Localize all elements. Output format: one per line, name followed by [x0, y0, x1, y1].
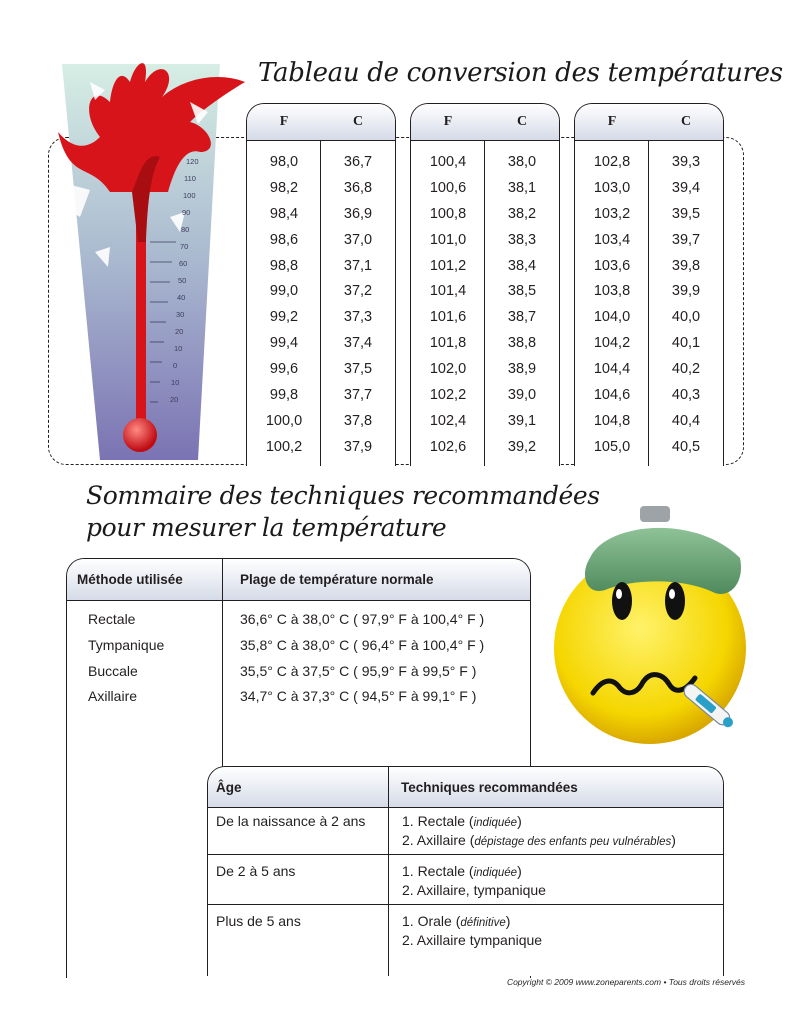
celsius-value: 39,4 — [671, 179, 701, 196]
celsius-value: 38,5 — [507, 283, 537, 300]
fahrenheit-value: 100,6 — [429, 179, 467, 196]
header-celsius: C — [680, 114, 692, 129]
conversion-table-1 — [246, 103, 396, 466]
fahrenheit-value: 101,0 — [429, 231, 467, 248]
conversion-table-body — [411, 141, 559, 466]
header-fahrenheit: F — [607, 114, 617, 129]
celsius-value: 37,2 — [343, 283, 373, 300]
method-axillary: Axillaire — [88, 688, 138, 704]
technique-line — [402, 913, 510, 929]
ice-pack-cap — [640, 506, 670, 522]
celsius-value: 36,8 — [343, 179, 373, 196]
celsius-value: 37,9 — [343, 438, 373, 455]
celsius-value: 39,5 — [671, 205, 701, 222]
technique-text: 1. Orale ( — [402, 913, 461, 929]
fahrenheit-value: 100,2 — [265, 438, 303, 455]
fahrenheit-value: 98,4 — [269, 205, 299, 222]
celsius-value: 37,3 — [343, 309, 373, 326]
technique-line — [402, 813, 522, 829]
technique-text: 1. Rectale ( — [402, 813, 474, 829]
scale-label: 110 — [184, 174, 196, 183]
range-axillary: 34,7° C à 37,3° C ( 94,5° F à 99,1° F ) — [240, 688, 477, 704]
celsius-value: 38,3 — [507, 231, 537, 248]
age-table-header — [208, 767, 723, 808]
technique-text-end: ) — [517, 863, 522, 879]
age-row-divider — [207, 904, 724, 905]
page-title: Tableau de conversion des températures — [258, 58, 783, 88]
fahrenheit-value: 102,6 — [429, 438, 467, 455]
fahrenheit-value: 101,4 — [429, 283, 467, 300]
technique-text: 2. Axillaire, tympanique — [402, 882, 546, 898]
celsius-value: 39,8 — [671, 257, 701, 274]
fahrenheit-value: 105,0 — [593, 438, 631, 455]
scale-label: 0 — [173, 361, 178, 370]
conversion-table-body — [247, 141, 395, 466]
summary-title-line1: Sommaire des techniques recommandées — [86, 481, 600, 510]
technique-note: indiquée — [473, 817, 518, 829]
celsius-value: 37,8 — [343, 412, 373, 429]
fahrenheit-value: 99,4 — [269, 335, 299, 352]
method-oral: Buccale — [88, 663, 138, 679]
range-oral: 35,5° C à 37,5° C ( 95,9° F à 99,5° F ) — [240, 663, 477, 679]
thermometer-illustration — [50, 42, 265, 462]
header-fahrenheit: F — [279, 114, 289, 129]
fahrenheit-value: 103,8 — [593, 283, 631, 300]
header-celsius: C — [352, 114, 364, 129]
copyright-notice: Copyright © 2009 www.zoneparents.com • Tous droits réservés — [506, 977, 745, 987]
scale-label: 40 — [177, 293, 186, 302]
fahrenheit-value: 98,8 — [269, 257, 299, 274]
scale-label: 90 — [182, 208, 191, 217]
celsius-value: 37,7 — [343, 386, 373, 403]
methods-column-divider — [222, 558, 223, 767]
scale-label: 10 — [174, 344, 183, 353]
scale-label: 30 — [176, 310, 185, 319]
methods-table-header — [67, 559, 530, 601]
celsius-value: 38,1 — [507, 179, 537, 196]
smiley-right-eye — [665, 582, 685, 620]
celsius-value: 40,2 — [671, 361, 701, 378]
celsius-value: 38,8 — [507, 335, 537, 352]
celsius-value: 39,9 — [671, 283, 701, 300]
age-over-5: Plus de 5 ans — [216, 913, 301, 929]
fahrenheit-value: 102,8 — [593, 153, 631, 170]
fahrenheit-value: 99,2 — [269, 309, 299, 326]
technique-text: 2. Axillaire ( — [402, 832, 475, 848]
celsius-value: 37,4 — [343, 335, 373, 352]
technique-note: dépistage des enfants peu vulnérables — [474, 836, 672, 848]
method-tympanic: Tympanique — [88, 637, 165, 653]
conversion-table-body — [575, 141, 723, 466]
celsius-value: 38,2 — [507, 205, 537, 222]
fahrenheit-value: 104,2 — [593, 335, 631, 352]
technique-text-end: ) — [671, 832, 676, 848]
fahrenheit-value: 101,6 — [429, 309, 467, 326]
fahrenheit-value: 99,6 — [269, 361, 299, 378]
celsius-value: 39,1 — [507, 412, 537, 429]
age-2-to-5: De 2 à 5 ans — [216, 863, 296, 879]
fahrenheit-value: 98,6 — [269, 231, 299, 248]
scale-label: 120 — [186, 157, 199, 166]
scale-label: 80 — [181, 225, 190, 234]
technique-text: 2. Axillaire tympanique — [402, 932, 543, 948]
celsius-value: 37,0 — [343, 231, 373, 248]
header-normal-range: Plage de température normale — [240, 572, 434, 587]
conversion-table-header — [247, 104, 395, 141]
sick-smiley-illustration — [545, 498, 755, 753]
celsius-value: 40,5 — [671, 438, 701, 455]
fahrenheit-value: 104,8 — [593, 412, 631, 429]
range-tympanic: 35,8° C à 38,0° C ( 96,4° F à 100,4° F ) — [240, 637, 485, 653]
technique-text-end: ) — [505, 913, 511, 929]
scale-label: 70 — [180, 242, 189, 251]
fahrenheit-value: 104,4 — [593, 361, 631, 378]
range-rectal: 36,6° C à 38,0° C ( 97,9° F à 100,4° F ) — [240, 611, 485, 627]
celsius-value: 37,5 — [343, 361, 373, 378]
fahrenheit-value: 100,0 — [265, 412, 303, 429]
fahrenheit-value: 103,2 — [593, 205, 631, 222]
age-column-divider — [388, 766, 389, 976]
scale-label: 100 — [183, 191, 196, 200]
scale-label: 50 — [178, 276, 187, 285]
celsius-value: 40,4 — [671, 412, 701, 429]
fahrenheit-value: 100,4 — [429, 153, 467, 170]
fahrenheit-value: 102,2 — [429, 386, 467, 403]
fahrenheit-value: 99,0 — [269, 283, 299, 300]
fahrenheit-value: 99,8 — [269, 386, 299, 403]
summary-title-line2: pour mesurer la température — [86, 513, 447, 542]
celsius-value: 39,7 — [671, 231, 701, 248]
celsius-value: 40,1 — [671, 335, 701, 352]
summary-title — [86, 480, 600, 544]
age-birth-to-2: De la naissance à 2 ans — [216, 813, 366, 829]
scale-label: 60 — [179, 259, 188, 268]
smiley-left-eye — [612, 582, 632, 620]
conversion-table-header — [411, 104, 559, 141]
fahrenheit-value: 103,0 — [593, 179, 631, 196]
celsius-value: 39,0 — [507, 386, 537, 403]
header-celsius: C — [516, 114, 528, 129]
method-rectal: Rectale — [88, 611, 136, 627]
technique-text-end: ) — [517, 813, 522, 829]
header-method: Méthode utilisée — [77, 572, 183, 587]
celsius-value: 36,9 — [343, 205, 373, 222]
technique-line — [402, 863, 522, 879]
conversion-table-2 — [410, 103, 560, 466]
celsius-value: 39,3 — [671, 153, 701, 170]
celsius-value: 38,9 — [507, 361, 537, 378]
technique-note: définitive — [460, 917, 506, 929]
fahrenheit-value: 98,2 — [269, 179, 299, 196]
celsius-value: 38,7 — [507, 309, 537, 326]
header-fahrenheit: F — [443, 114, 453, 129]
fahrenheit-value: 101,8 — [429, 335, 467, 352]
header-recommended-techniques: Techniques recommandées — [401, 780, 578, 795]
technique-text: 1. Rectale ( — [402, 863, 474, 879]
celsius-value: 39,2 — [507, 438, 537, 455]
fahrenheit-value: 103,6 — [593, 257, 631, 274]
fahrenheit-value: 100,8 — [429, 205, 467, 222]
age-row-divider — [207, 854, 724, 855]
fahrenheit-value: 101,2 — [429, 257, 467, 274]
technique-note: indiquée — [473, 867, 518, 879]
fahrenheit-value: 104,0 — [593, 309, 631, 326]
conversion-table-header — [575, 104, 723, 141]
technique-line — [402, 882, 546, 898]
celsius-value: 40,0 — [671, 309, 701, 326]
fahrenheit-value: 103,4 — [593, 231, 631, 248]
fahrenheit-value: 102,4 — [429, 412, 467, 429]
scale-label: 20 — [170, 395, 179, 404]
celsius-value: 37,1 — [343, 257, 373, 274]
mercury-bulb — [123, 418, 157, 452]
celsius-value: 40,3 — [671, 386, 701, 403]
fahrenheit-value: 102,0 — [429, 361, 467, 378]
conversion-table-3 — [574, 103, 724, 466]
scale-label: 10 — [171, 378, 180, 387]
celsius-value: 36,7 — [343, 153, 373, 170]
fahrenheit-value: 104,6 — [593, 386, 631, 403]
header-age: Âge — [216, 780, 242, 795]
technique-line — [402, 832, 676, 848]
scale-label: 20 — [175, 327, 184, 336]
fahrenheit-value: 98,0 — [269, 153, 299, 170]
celsius-value: 38,0 — [507, 153, 537, 170]
celsius-value: 38,4 — [507, 257, 537, 274]
technique-line — [402, 932, 542, 948]
